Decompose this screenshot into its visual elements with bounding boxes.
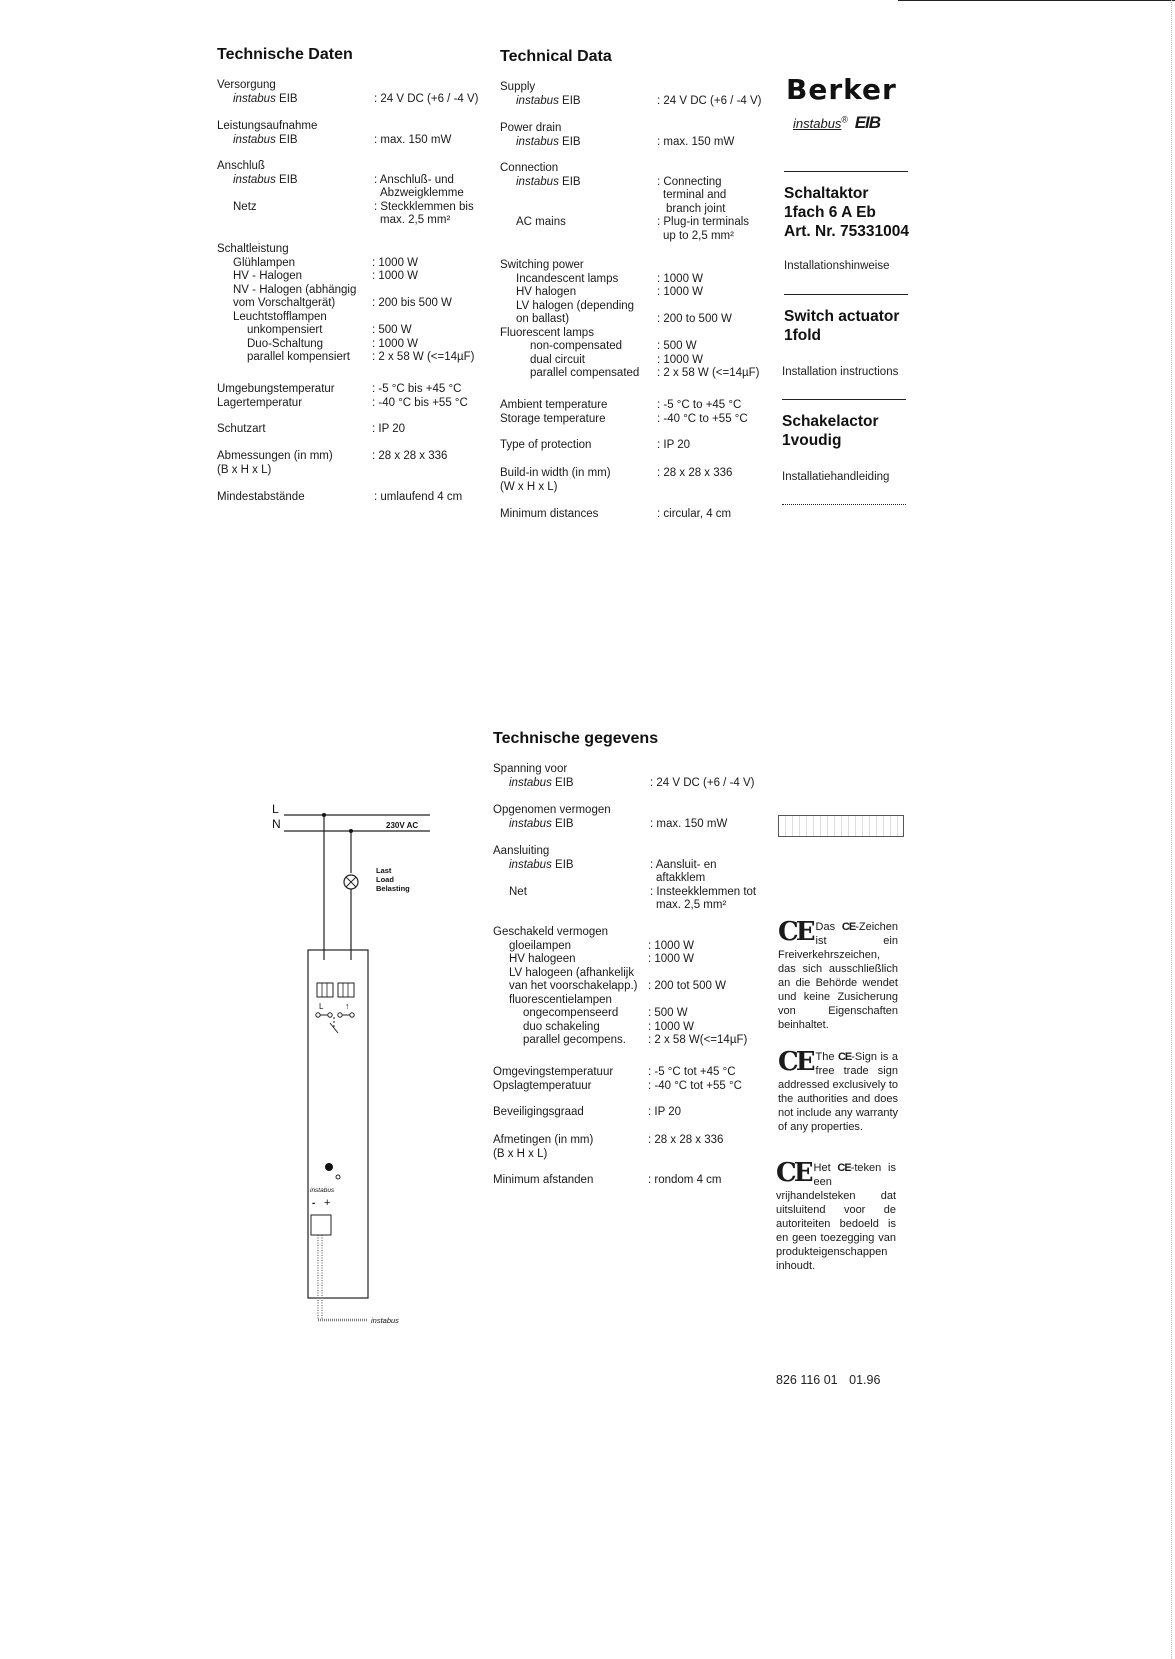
spec-row-value: : 1000 W	[648, 953, 695, 965]
nl-spanning	[493, 763, 773, 790]
contact-3	[338, 1013, 342, 1017]
nl-install-subtitle: Installatiehandleiding	[782, 471, 890, 483]
en-storage-value: : -40 °C to +55 °C	[657, 412, 748, 425]
spec-row	[217, 270, 497, 284]
de-anschluss-value1: : Anschluß- und	[374, 173, 454, 186]
en-protection-label: Type of protection	[500, 439, 592, 451]
nl-aansluiting-value2: aftakklem	[656, 872, 706, 884]
spec-row	[500, 313, 770, 327]
top-edge-line	[898, 0, 1175, 1]
de-mindest-value: : umlaufend 4 cm	[374, 491, 463, 503]
line-l-label: L	[272, 802, 279, 816]
ce-notice-de	[778, 917, 898, 1032]
nl-opgenomen-eib: EIB	[551, 817, 574, 830]
en-connection-value3: branch joint	[666, 202, 726, 215]
spec-row	[500, 273, 770, 287]
nl-aansluiting-label: Aansluiting	[493, 845, 550, 857]
de-title-line1: Schaltaktor	[784, 185, 869, 202]
nl-opgenomen-value: : max. 150 mW	[650, 817, 728, 830]
de-leistung	[217, 120, 497, 147]
spec-row-label: Incandescent lamps	[516, 272, 619, 285]
en-ambient	[500, 399, 770, 426]
en-power-value: : max. 150 mW	[657, 135, 735, 148]
spec-row	[217, 284, 497, 298]
en-switching	[500, 259, 770, 381]
spec-row-value: : 1000 W	[648, 939, 695, 952]
spec-row	[500, 300, 770, 314]
ce-en-inline-mark: CE	[837, 1051, 852, 1063]
spec-row-label: Leuchtstofflampen	[233, 310, 327, 323]
terminal-block-2	[338, 983, 354, 997]
programming-button	[336, 1175, 340, 1179]
de-product-title	[784, 184, 909, 241]
device-label-strip	[778, 815, 904, 837]
en-connection-eib: EIB	[558, 175, 581, 188]
spec-row	[217, 257, 497, 271]
spec-row-label: duo schakeling	[523, 1020, 600, 1033]
eib-logo-text: EIB	[854, 113, 881, 132]
en-mindist-label: Minimum distances	[500, 508, 599, 520]
en-switching-rows	[500, 273, 770, 381]
en-ambient-value: : -5 °C to +45 °C	[657, 399, 742, 411]
en-connection-value2: terminal and	[663, 189, 727, 201]
ce-de-inline-mark: CE	[841, 921, 856, 933]
en-width-label: Build-in width (in mm)	[500, 467, 611, 479]
en-storage-label: Storage temperature	[500, 412, 606, 425]
ce-notice-en	[778, 1047, 899, 1134]
load-label-nl: Belasting	[376, 884, 410, 893]
en-protection-value: : IP 20	[657, 439, 691, 451]
en-supply	[500, 81, 770, 108]
spec-row-label: parallel gecompens.	[523, 1034, 626, 1046]
bus-terminal	[311, 1215, 331, 1235]
bus-minus-label: -	[312, 1198, 316, 1209]
spec-row	[493, 940, 773, 954]
ce-en-text: -Sign is a free trade sign addressed exclusively to the authorities and does not include any warranty of any properties.	[778, 1051, 899, 1133]
nl-afmetingen-dims: (B x H x L)	[493, 1147, 548, 1160]
nl-net-value1: : Insteekklemmen tot	[650, 885, 757, 898]
contact-4	[350, 1013, 354, 1017]
nl-opgenomen	[493, 804, 773, 831]
spec-row	[217, 351, 497, 365]
de-mindest-label: Mindestabstände	[217, 491, 305, 503]
english-heading: Technical Data	[500, 48, 612, 65]
de-versorgung	[217, 79, 497, 106]
english-technical-data	[500, 47, 770, 527]
spec-row	[493, 980, 773, 994]
de-schalt-label: Schaltleistung	[217, 243, 289, 255]
spec-row-value: : 2 x 58 W(<=14µF)	[648, 1034, 748, 1046]
de-abm-label: Abmessungen (in mm)	[217, 450, 333, 462]
nl-omgeving	[493, 1066, 773, 1093]
en-power-eib: EIB	[558, 135, 581, 148]
spec-row	[217, 338, 497, 352]
spec-row-label: van het voorschakelapp.)	[509, 980, 638, 992]
nl-title-line1: Schakelactor	[782, 413, 879, 430]
ce-notice-nl	[776, 1158, 896, 1273]
spec-row-label: HV halogeen	[509, 953, 576, 965]
sidebar-rule-2	[784, 294, 908, 295]
de-umgebung-value: : -5 °C bis +45 °C	[372, 383, 462, 395]
spec-row-value: : 200 to 500 W	[657, 313, 732, 325]
spec-row-label: LV halogen (depending	[516, 299, 635, 312]
nl-afstanden	[493, 1174, 773, 1188]
en-width-dims: (W x H x L)	[500, 480, 558, 493]
spec-row	[217, 311, 497, 325]
en-connection-label: Connection	[500, 162, 559, 174]
en-connection-value1: : Connecting	[657, 175, 722, 188]
en-ac-label: AC mains	[516, 216, 566, 228]
de-leistung-value: : max. 150 mW	[374, 133, 452, 146]
spec-row	[493, 994, 773, 1008]
de-title-line2: 1fach 6 A Eb	[784, 204, 876, 221]
nl-spanning-label: Spanning voor	[493, 763, 568, 775]
spec-row-value: : 1000 W	[372, 337, 419, 350]
nl-omgeving-value: : -5 °C tot +45 °C	[648, 1066, 736, 1078]
ce-de-head: Das	[815, 921, 842, 933]
en-ambient-label: Ambient temperature	[500, 399, 608, 411]
en-title-line2: 1fold	[784, 327, 822, 344]
de-umgebung-label: Umgebungstemperatur	[217, 383, 335, 395]
contact-1	[316, 1013, 320, 1017]
de-title-line3: Art. Nr. 75331004	[784, 223, 909, 240]
sidebar-rule-1	[784, 171, 908, 172]
spec-row-value: : 500 W	[648, 1007, 688, 1019]
document-code	[776, 1373, 880, 1387]
ce-mark-icon: CE	[778, 1047, 813, 1077]
load-label-de: Last	[376, 866, 392, 875]
ce-mark-icon: CE	[776, 1158, 811, 1188]
de-schutzart	[217, 423, 497, 437]
en-connection	[500, 162, 770, 242]
nl-product-title	[782, 412, 879, 450]
spec-row	[500, 286, 770, 300]
en-ac-value1: : Plug-in terminals	[657, 216, 750, 228]
nl-aansluiting-instabus: instabus	[509, 858, 552, 871]
spec-row-value: : 1000 W	[657, 353, 704, 366]
de-netz-value1: : Steckklemmen bis	[374, 201, 474, 213]
de-schutz-value: : IP 20	[372, 423, 406, 435]
nl-beveiliging-value: : IP 20	[648, 1106, 682, 1118]
wiring-diagram	[260, 795, 450, 1335]
nl-geschakeld-label: Geschakeld vermogen	[493, 926, 609, 938]
instabus-device-label: instabus	[310, 1187, 335, 1194]
en-width-value: : 28 x 28 x 336	[657, 467, 733, 479]
spec-row-label: dual circuit	[530, 353, 585, 366]
de-schalt-rows	[217, 257, 497, 365]
de-versorgung-label: Versorgung	[217, 79, 276, 91]
nl-afstanden-value: : rondom 4 cm	[648, 1174, 722, 1186]
spec-row-value: : 500 W	[372, 324, 412, 336]
spec-row-value: : 1000 W	[657, 272, 704, 285]
bus-cable-label: instabus	[371, 1316, 399, 1325]
nl-title-line2: 1voudig	[782, 432, 842, 449]
de-leistung-instabus: instabus	[233, 133, 276, 146]
instabus-eib-logo	[793, 113, 880, 133]
spec-row-label: Duo-Schaltung	[247, 337, 324, 350]
de-lager-value: : -40 °C bis +55 °C	[372, 396, 468, 409]
nl-opgenomen-label: Opgenomen vermogen	[493, 804, 611, 816]
spec-row-value: : 1000 W	[372, 256, 419, 269]
en-supply-label: Supply	[500, 81, 536, 93]
spec-row-value: : 2 x 58 W (<=14µF)	[372, 351, 475, 363]
de-anschluss-label: Anschluß	[217, 160, 265, 172]
en-width	[500, 467, 770, 494]
output-arrow-icon: ↑	[345, 1001, 350, 1011]
spec-row-value: : 200 bis 500 W	[372, 297, 452, 309]
spec-row-label: non-compensated	[530, 340, 623, 352]
german-heading: Technische Daten	[217, 46, 353, 63]
spec-row-label: vom Vorschaltgerät)	[233, 297, 336, 309]
spec-row-value: : 1000 W	[372, 270, 419, 282]
nl-omgeving-label: Omgevingstemperatuur	[493, 1066, 614, 1078]
de-schaltleistung	[217, 243, 497, 365]
bus-plus-label: +	[324, 1197, 331, 1209]
spec-row	[500, 327, 770, 341]
spec-row-value: : 1000 W	[648, 1020, 695, 1033]
scan-edge	[1171, 0, 1172, 1659]
ac-voltage-label: 230V AC	[386, 821, 419, 830]
nl-spanning-eib: EIB	[551, 776, 574, 789]
ce-nl-text: -teken is een vrijhandelsteken dat uitsluitend voor de autoriteiten bedoeld is en geen toezegging van produkteigenschappen inhoudt.	[776, 1162, 896, 1272]
ce-nl-inline-mark: CE	[837, 1162, 851, 1174]
ce-mark-icon: CE	[778, 917, 813, 947]
de-anschluss-eib: EIB	[275, 173, 298, 186]
de-schutz-label: Schutzart	[217, 423, 266, 435]
en-supply-instabus: instabus	[516, 94, 559, 107]
relay-switch	[330, 1023, 338, 1033]
spec-row	[217, 324, 497, 338]
spec-row-label: ongecompenseerd	[523, 1007, 619, 1019]
spec-row-label: parallel compensated	[530, 367, 640, 379]
spec-row-value: : 1000 W	[657, 286, 704, 298]
ce-en-head: The	[815, 1051, 838, 1063]
en-connection-instabus: instabus	[516, 175, 559, 188]
de-lager-label: Lagertemperatur	[217, 396, 303, 409]
de-abm-dims: (B x H x L)	[217, 463, 272, 476]
contact-2	[328, 1013, 332, 1017]
load-label-en: Load	[376, 875, 394, 884]
spec-row-label: LV halogeen (afhankelijk	[509, 966, 635, 979]
spec-row	[493, 1007, 773, 1021]
spec-row	[493, 967, 773, 981]
en-title-line1: Switch actuator	[784, 308, 900, 325]
ce-de-text: -Zeichen ist ein Freiverkehrszeichen, das sich ausschließlich an die Behörde wendet und keine Zusicherung von Eigenschaften beinhaltet.	[778, 921, 898, 1031]
programming-led	[325, 1163, 333, 1171]
spec-row-label: Glühlampen	[233, 256, 296, 269]
spec-row-label: parallel kompensiert	[247, 351, 350, 363]
sidebar-rule-4	[782, 504, 906, 505]
en-protection	[500, 439, 770, 453]
spec-row	[500, 367, 770, 381]
de-anschluss-value2: Abzweigklemme	[380, 187, 464, 199]
spec-row-label: NV - Halogen (abhängig	[233, 283, 357, 296]
spec-row-value: : 500 W	[657, 340, 697, 352]
nl-beveiliging	[493, 1106, 773, 1120]
document-date: 01.96	[849, 1373, 881, 1387]
nl-geschakeld	[493, 926, 773, 1048]
de-abm-value: : 28 x 28 x 336	[372, 450, 448, 462]
terminal-block-1	[317, 983, 333, 997]
en-power-instabus: instabus	[516, 135, 559, 148]
de-versorgung-eib: EIB	[275, 92, 298, 105]
nl-net-label: Net	[509, 885, 527, 898]
spec-row-label: gloeilampen	[509, 939, 572, 952]
de-umgebung	[217, 383, 497, 410]
dutch-technical-data	[493, 729, 773, 1199]
en-switching-label: Switching power	[500, 259, 584, 271]
spec-row	[500, 340, 770, 354]
nl-spanning-value: : 24 V DC (+6 / -4 V)	[650, 776, 755, 789]
de-anschluss-instabus: instabus	[233, 173, 276, 186]
registered-mark: ®	[841, 114, 849, 125]
spec-row-label: HV - Halogen	[233, 270, 303, 282]
sidebar-rule-3	[782, 399, 906, 400]
nl-opgenomen-instabus: instabus	[509, 817, 552, 830]
actuator-housing	[308, 950, 368, 1298]
nl-geschakeld-rows	[493, 940, 773, 1048]
berker-logo-text: Berker	[786, 73, 897, 106]
dutch-heading: Technische gegevens	[493, 730, 659, 747]
terminal-l-label: L	[319, 1002, 324, 1011]
nl-afmetingen-label: Afmetingen (in mm)	[493, 1134, 594, 1146]
berker-logo	[786, 73, 906, 106]
nl-aansluiting-value1: : Aansluit- en	[650, 858, 717, 871]
german-technical-data	[217, 45, 497, 515]
nl-beveiliging-label: Beveiligingsgraad	[493, 1106, 584, 1118]
nl-afmetingen	[493, 1134, 773, 1161]
nl-spanning-instabus: instabus	[509, 776, 552, 789]
de-leistung-label: Leistungsaufnahme	[217, 120, 318, 132]
instabus-logo-text: instabus	[793, 116, 842, 131]
de-netz-label: Netz	[233, 201, 257, 213]
spec-row	[217, 297, 497, 311]
en-install-subtitle: Installation instructions	[782, 366, 899, 378]
spec-row	[493, 1034, 773, 1048]
spec-row-label: Fluorescent lamps	[500, 326, 594, 339]
de-leistung-eib: EIB	[275, 133, 298, 146]
nl-aansluiting-eib: EIB	[551, 858, 574, 871]
spec-row-value: : 2 x 58 W (<=14µF)	[657, 367, 760, 379]
en-mindist-value: : circular, 4 cm	[657, 508, 732, 520]
spec-row	[500, 354, 770, 368]
line-n-label: N	[272, 817, 281, 831]
ce-nl-head: Het	[813, 1162, 838, 1174]
de-abmessungen	[217, 450, 497, 477]
de-versorgung-value: : 24 V DC (+6 / -4 V)	[374, 92, 479, 105]
en-product-title	[784, 307, 899, 345]
nl-aansluiting	[493, 845, 773, 911]
spec-row-label: unkompensiert	[247, 324, 323, 336]
spec-row-label: fluorescentielampen	[509, 993, 612, 1006]
nl-net-value2: max. 2,5 mm²	[656, 899, 727, 911]
nl-afstanden-label: Minimum afstanden	[493, 1174, 594, 1186]
nl-afmetingen-value: : 28 x 28 x 336	[648, 1134, 724, 1146]
de-install-subtitle: Installationshinweise	[784, 260, 890, 272]
de-versorgung-instabus: instabus	[233, 92, 276, 105]
en-ac-value2: up to 2,5 mm²	[663, 229, 734, 242]
spec-row-label: HV halogen	[516, 286, 577, 298]
nl-opslag-label: Opslagtemperatuur	[493, 1079, 592, 1092]
en-power	[500, 122, 770, 149]
en-mindist	[500, 508, 770, 522]
de-mindest	[217, 491, 497, 505]
de-anschluss	[217, 160, 497, 226]
en-supply-eib: EIB	[558, 94, 581, 107]
nl-opslag-value: : -40 °C tot +55 °C	[648, 1079, 742, 1092]
en-supply-value: : 24 V DC (+6 / -4 V)	[657, 94, 762, 107]
de-netz-value2: max. 2,5 mm²	[380, 214, 451, 226]
spec-row-label: on ballast)	[516, 313, 570, 325]
spec-row	[493, 1021, 773, 1035]
spec-row	[493, 953, 773, 967]
document-number: 826 116 01	[776, 1373, 838, 1387]
en-power-label: Power drain	[500, 122, 562, 134]
spec-row-value: : 200 tot 500 W	[648, 980, 726, 992]
